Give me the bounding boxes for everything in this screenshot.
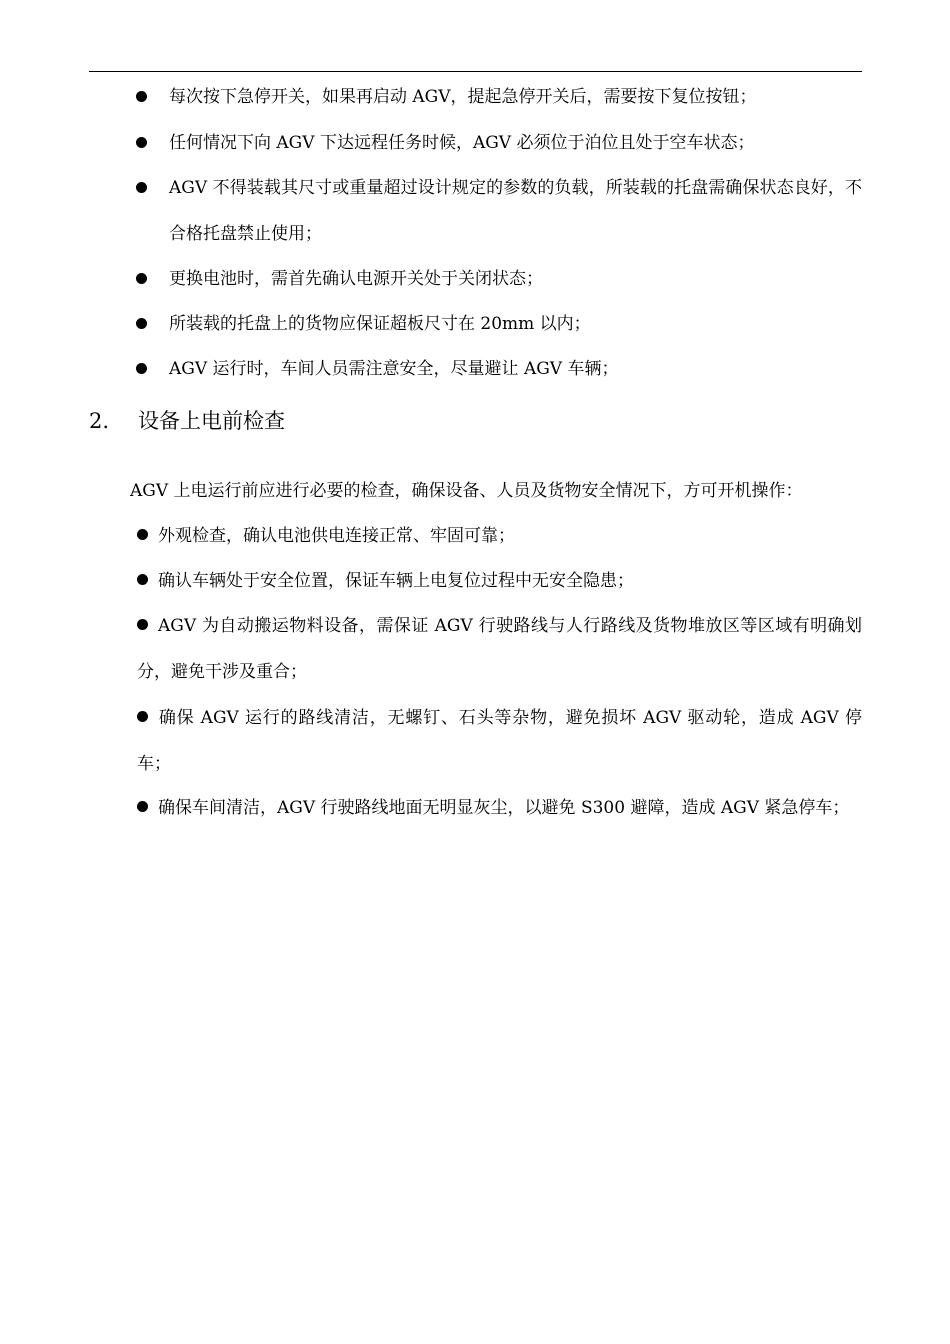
list-item-text: 外观检查，确认电池供电连接正常、牢固可靠； [158, 526, 515, 546]
bullet-icon [136, 273, 147, 284]
list-item-text: AGV 不得装载其尺寸或重量超过设计规定的参数的负载，所装载的托盘需确保状态良好，不合格托盘禁止使用； [169, 178, 862, 244]
list-item-text: AGV 运行时，车间人员需注意安全，尽量避让 AGV 车辆； [169, 359, 619, 379]
list-item [137, 695, 862, 787]
list-item-text: 所装载的托盘上的货物应保证超板尺寸在 20mm 以内； [169, 314, 591, 334]
list-item [130, 301, 862, 347]
list-item [130, 120, 862, 166]
bullet-icon [136, 363, 147, 374]
list-item-text: 更换电池时，需首先确认电源开关处于关闭状态； [169, 269, 543, 289]
list-item-text: 每次按下急停开关，如果再启动 AGV，提起急停开关后，需要按下复位按钮； [169, 87, 757, 107]
bullet-icon [136, 182, 147, 193]
list-item [130, 74, 862, 120]
bullet-icon [136, 91, 147, 102]
bullet-icon [137, 711, 148, 722]
list-item-text: 确保车间清洁，AGV 行驶路线地面无明显灰尘，以避免 S300 避障，造成 AGV 紧急停车； [158, 798, 850, 818]
list-item-text: AGV 为自动搬运物料设备，需保证 AGV 行驶路线与人行路线及货物堆放区等区域有明确划分，避免干涉及重合； [137, 616, 862, 682]
bullet-icon [137, 619, 148, 630]
section-intro: AGV 上电运行前应进行必要的检查，确保设备、人员及货物安全情况下，方可开机操作： [130, 481, 803, 501]
list-item [137, 513, 862, 559]
list-item-text: 确认车辆处于安全位置，保证车辆上电复位过程中无安全隐患； [158, 571, 634, 591]
list-item [137, 785, 862, 831]
section-title: 设备上电前检查 [138, 409, 285, 433]
section-heading [89, 401, 285, 441]
list-item [130, 346, 862, 392]
section-number: 2. [89, 409, 110, 433]
list-item [137, 558, 862, 604]
bullet-icon [137, 574, 148, 585]
list-item [130, 165, 862, 257]
header-rule [89, 71, 862, 72]
bullet-icon [136, 137, 147, 148]
bullet-icon [137, 529, 148, 540]
list-item [130, 256, 862, 302]
list-item [137, 603, 862, 695]
list-item-text: 确保 AGV 运行的路线清洁，无螺钉、石头等杂物，避免损坏 AGV 驱动轮，造成 AGV 停车； [137, 708, 862, 774]
bullet-icon [136, 318, 147, 329]
list-item-text: 任何情况下向 AGV 下达远程任务时候，AGV 必须位于泊位且处于空车状态； [169, 133, 755, 153]
bullet-icon [137, 801, 148, 812]
